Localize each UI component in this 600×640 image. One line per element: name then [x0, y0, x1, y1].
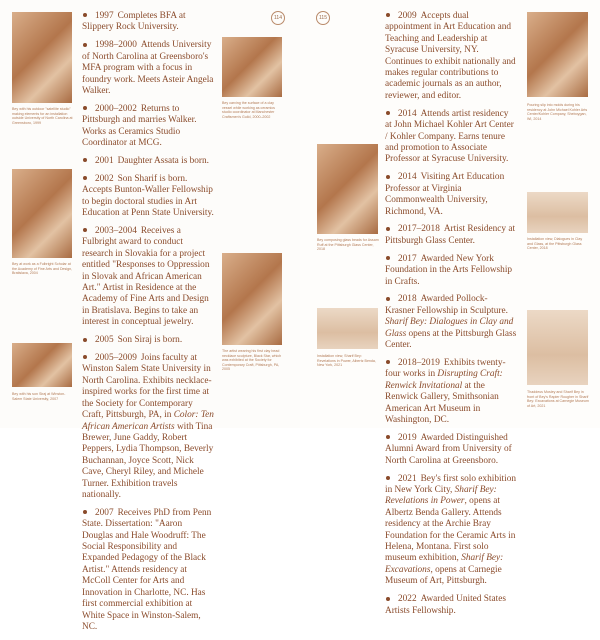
- timeline-entry: [385, 172, 517, 218]
- timeline-entry: [82, 104, 214, 150]
- photo-installation-glass-center: [527, 192, 588, 233]
- timeline-entry: [385, 11, 517, 102]
- left-page: [0, 0, 300, 632]
- entry-title-italic: Sharif Bey: Revelations in Power: [385, 485, 497, 507]
- entry-text: Returns to Pittsburgh and marries Walker. Works as Ceramics Studio Coordinator at MCG.: [82, 103, 197, 149]
- photo-caption: Bey at work as a Fulbright Scholar at the Academy of Fine Arts and Design, Bratislava, 2004: [12, 262, 73, 276]
- bullet-icon: [386, 435, 390, 439]
- entry-text: Joins faculty at Winston Salem State University in North Carolina. Exhibits necklace-inspired works for the first time at the Society for Contemporary Craft, Pittsburgh, PA, in: [82, 353, 212, 421]
- timeline-entry: [82, 508, 214, 633]
- entry-year: 2003–2004: [95, 226, 137, 236]
- bullet-icon: [83, 510, 87, 514]
- entry-year: 2014: [398, 172, 417, 183]
- entry-year: 2018: [398, 294, 417, 305]
- entry-text: Receives PhD from Penn State. Dissertation: "Aaron Douglas and Hale Woodruff: The Social Responsibility and Expanded Pedagogy of the Black Artist." Attends residency at McColl Center for Arts and Innovation in Charlotte, NC. Has first commercial exhibition at White Space in Winston-Salem, NC.: [82, 507, 212, 632]
- entry-title-italic: Sharif Bey: Excavations: [385, 553, 504, 575]
- bullet-icon: [386, 111, 390, 115]
- bullet-icon: [386, 227, 390, 231]
- entry-year: 2005–2009: [95, 353, 137, 364]
- photo-caption: Bey with his son Siraj at Winston-Salem State University, 2007: [12, 392, 66, 401]
- photo-satellite-studio: [12, 12, 72, 103]
- photo-excavations-carnegie: [527, 310, 588, 385]
- timeline-entry: [385, 109, 517, 166]
- entry-text: Exhibits twenty-four works in: [385, 357, 506, 380]
- entry-text: Bey's first solo exhibition in New York City,: [385, 473, 517, 496]
- entry-year: 1998–2000: [95, 40, 137, 51]
- timeline-column: [82, 11, 214, 640]
- entry-text: opens at the Pittsburgh Glass Center.: [385, 328, 517, 351]
- entry-text: Completes BFA at Slippery Rock University.: [82, 11, 186, 33]
- entry-year: 2005: [95, 335, 114, 346]
- entry-year: 2009: [398, 11, 417, 21]
- entry-year: 1997: [95, 11, 114, 21]
- entry-text: at the Renwick Gallery, Smithsonian American Art Museum in Washington, DC.: [385, 380, 499, 425]
- bullet-icon: [386, 13, 390, 17]
- photo-caption: Pouring slip into molds during his residency at John Michael Kohler Arts Center/Kohler Company, Sheboygan, WI, 2014: [527, 103, 588, 121]
- entry-text: with Tina Brewer, June Gaddy, Robert Peppers, Lydia Thompson, Beverly Buchannan, Joyce Scott, Nick Cave, Cheryl Riley, and Michele Turner. Exhibition travels nationally.: [82, 421, 214, 500]
- bullet-icon: [386, 175, 390, 179]
- entry-year: 2019: [398, 432, 417, 443]
- entry-title-italic: Color: Ten African American Artists: [82, 410, 214, 432]
- timeline-entry: [82, 40, 214, 97]
- entry-year: 2007: [95, 507, 114, 518]
- timeline-entry: [385, 594, 517, 617]
- entry-year: 2001: [95, 155, 114, 166]
- timeline-entry: [82, 226, 214, 329]
- page-number: 115: [316, 11, 330, 25]
- entry-text: Visiting Art Education Professor at Virginia Commonwealth University, Richmond, VA.: [385, 172, 505, 217]
- timeline-entry: [82, 174, 214, 220]
- entry-text: Daughter Assata is born.: [117, 155, 209, 166]
- entry-year: 2014: [398, 108, 417, 119]
- bullet-icon: [83, 228, 87, 232]
- timeline-entry: [385, 358, 517, 426]
- bullet-icon: [386, 256, 390, 260]
- timeline-entry: [385, 224, 517, 247]
- photo-caption: The artist wearing his first clay bead necklace sculpture, Black Star, which was exhibited at the Society for Contemporary Craft, Pittsburgh, PA, 2005: [222, 349, 282, 372]
- entry-text: Accepts dual appointment in Art Education and Teaching and Leadership at Syracuse University, NY. Continues to exhibit nationally and makes regular contributions to academic journals as an author, reviewer, and editor.: [385, 11, 516, 101]
- page-number: 114: [271, 11, 285, 25]
- right-page: [300, 0, 600, 616]
- bullet-icon: [83, 338, 87, 342]
- timeline-entry: [82, 353, 214, 501]
- entry-text: Awarded Pollock-Krasner Fellowship in Sculpture.: [385, 294, 508, 316]
- bullet-icon: [83, 106, 87, 110]
- entry-year: 2017–2018: [398, 224, 440, 235]
- entry-year: 2018–2019: [398, 357, 440, 368]
- bullet-icon: [386, 597, 390, 601]
- entry-text: Son Siraj is born.: [117, 335, 183, 346]
- entry-text: Awarded United States Artists Fellowship.: [385, 594, 506, 616]
- entry-year: 2021: [398, 473, 417, 484]
- photo-caption: Bey composing glass beads for Assam Ruff at the Pittsburgh Glass Center, 2018: [317, 238, 379, 252]
- photo-installation-albertz-benda: [317, 308, 378, 349]
- timeline-entry: [385, 294, 517, 351]
- bullet-icon: [386, 360, 390, 364]
- photo-caption: Installation view, Dialogues in Clay and Glass, at the Pittsburgh Glass Center, 2018: [527, 237, 583, 251]
- entry-text: Awarded Distinguished Alumni Award from University of North Carolina at Greensboro.: [385, 432, 512, 466]
- bullet-icon: [83, 43, 87, 47]
- photo-caption: Installation view, Sharif Bey: Revelations in Power, Albertz Benda, New York, 2021: [317, 354, 376, 368]
- photo-necklace: [222, 253, 282, 345]
- entry-text: Attends artist residency at John Michael Kohler Art Center / Kohler Company. Earns tenure and promotion to Associate Professor at Syracuse University.: [385, 108, 514, 165]
- entry-year: 2002: [95, 173, 114, 184]
- entry-text: , opens at Carnegie Museum of Art, Pittsburgh.: [385, 564, 502, 587]
- bullet-icon: [386, 297, 390, 301]
- entry-year: 2022: [398, 594, 417, 605]
- photo-caption: Bey with his outdoor "satellite studio" making elements for an installation outside University of North Carolina at Greensboro, 1999: [12, 107, 73, 125]
- photo-caption: Bey carving the surface of a clay vessel while working as ceramics studio coordinator at Manchester Craftsmen's Guild, 2000–2002: [222, 101, 275, 119]
- entry-year: 2000–2002: [95, 103, 137, 114]
- timeline-entry: [82, 11, 214, 34]
- entry-year: 2017: [398, 253, 417, 264]
- entry-text: Artist Residency at Pittsburgh Glass Center.: [385, 224, 516, 246]
- bullet-icon: [83, 158, 87, 162]
- entry-title-italic: Disrupting Craft: Renwick Invitational: [385, 369, 503, 391]
- bullet-icon: [83, 13, 87, 17]
- bullet-icon: [83, 176, 87, 180]
- bullet-icon: [386, 476, 390, 480]
- photo-carving-vessel: [222, 37, 282, 97]
- timeline-entry: [82, 156, 214, 167]
- bullet-icon: [83, 355, 87, 359]
- entry-text: , opens at Albertz Benda Gallery. Attends residency at the Archie Bray Foundation for the Ceramic Arts in Helena, Montana. First solo museum exhibition,: [385, 496, 516, 564]
- photo-pouring-slip: [527, 12, 588, 97]
- entry-text: Receives a Fulbright award to conduct research in Slovakia for a project entitled "Responses to Oppression in Slovak and African American Art." Artist in Residence at the Academy of Fine Arts and Design in Bratislava. Begins to take an interest in conceptual jewelry.: [82, 226, 210, 328]
- timeline-entry: [385, 433, 517, 467]
- entry-text: Son Sharif is born. Accepts Bunton-Waller Fellowship to begin doctoral studies in Art Education at Penn State University.: [82, 173, 214, 219]
- timeline-entry: [385, 254, 517, 288]
- photo-son-siraj: [12, 343, 72, 387]
- entry-title-italic: Sharif Bey: Dialogues in Clay and Glass: [385, 317, 514, 339]
- photo-caption: Thaddeus Mosley and Sharif Bey in front of Bey's Rapier Rougher in Sharif Bey: Excavations at Carnegie Museum of Art, 2021: [527, 390, 589, 408]
- entry-text: Attends University of North Carolina at Greensboro's MFA program with a focus in foundry work. Meets Asteir Angela Walker.: [82, 40, 214, 96]
- timeline-entry: [385, 474, 517, 588]
- timeline-column: [385, 11, 517, 624]
- entry-text: Awarded New York Foundation in the Arts Fellowship in Crafts.: [385, 253, 513, 287]
- photo-glass-beads: [317, 144, 378, 234]
- timeline-entry: [82, 335, 214, 346]
- photo-fulbright: [12, 169, 72, 258]
